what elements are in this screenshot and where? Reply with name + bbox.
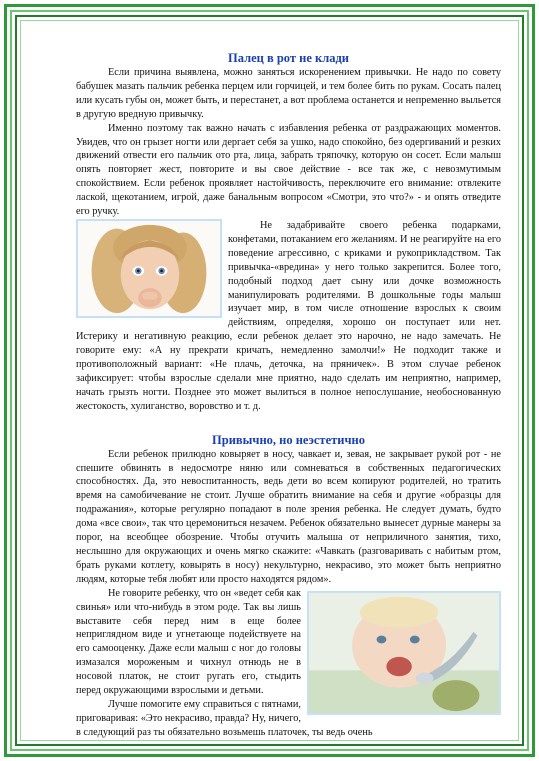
section-title-2: Привычно, но неэстетично: [212, 432, 365, 447]
girl-photo-illustration: [78, 221, 220, 316]
toddler-photo-illustration: [309, 593, 499, 713]
article: [76, 50, 501, 740]
photo-toddler-eating: [307, 591, 501, 715]
section-gap: [76, 414, 501, 432]
paragraph-3: Не задабривайте своего ребенка подарками, конфетами, потаканием его желаниям. И не реагируйте на его поведение агрессивно, с криками и рукоприкладством. Так привычка-«вредина» у него только закрепится. Более того, подобный подход дает сыну или дочке возможность манипулировать родителями. В дошкольные годы малыш изучает мир, в том числе отношение взрослых к своим действиям, определяя, хорошо он поступает или нет. Истерику и негативную реакцию, если ребенок делает это нарочно, не надо замечать. Не говорите ему: «А ну прекрати кричать, немедленно замолчи!» Не подходит также и противоположный вариант: «Не плачь, деточка, на пряничек». В этом случае ребенок зафиксирует: чтобы взрослые сделали мне приятно, надо сделать им неприятно, например, начать грызть ногти. Позднее это может вылиться в полное непослушание, необоснованную жестокость, хулиганство, воровство и т. д.: [76, 219, 501, 412]
paragraph-5: Не говорите ребенку, что он «ведет себя как свинья» или что-нибудь в этом роде. Так вы лишь выставите себя перед ним в еще более неприглядном виде и угнетающе подействуете на его самооценку. Даже если малыш с ног до головы измазался мороженым и чихнул отнюдь не в носовой платок, не стоит ругать его, стыдить перед окружающими взрослыми и детьми.: [76, 587, 301, 697]
section-title-1: Палец в рот не клади: [227, 51, 349, 65]
paragraph-2: Именно поэтому так важно начать с избавления ребенка от раздражающих моментов. Увидев, что он грызет ногти или дергает себя за ушко, надо спокойно, без одергиваний и резких движений отвести его пальчик ото рта, лица, забрать тряпочку, которую он сосет. Если малыш опять повторяет жест, повторите и вы свое действие - все так же, с невозмутимым спокойствием. Если ребенок проявляет настойчивость, переключите его внимание: отвлеките лаской, щекотанием, игрой, даже банальным вопросом «Смотри, это что?» - и опять отведите его ручку.: [76, 122, 501, 218]
paragraph-1: Если причина выявлена, можно заняться искоренением привычки. Не надо по совету бабушек мазать пальчик ребенка перцем или горчицей, и тем более бить по рукам. Сосать палец или кусать губы он, может быть, и перестанет, а вот проблема останется и непременно выльется в другую вредную привычку.: [76, 67, 501, 120]
paragraph-6: Лучше помогите ему справиться с пятнами, приговаривая: «Это некрасиво, правда? Ну, ничего, в следующий раз ты обязательно возьмешь платочек, ты ведь очень: [76, 698, 373, 738]
photo-girl-biting-fingers: [76, 219, 222, 318]
paragraph-4: Если ребенок прилюдно ковыряет в носу, чавкает и, зевая, не закрывает рукой рот - не спешите обвинять в недосмотре няню или сомневаться в собственных педагогических способностях. Да, это невоспитанность, ведь дети во всем копируют родителей, но тратить время на самобичевание не стоит. Лучше обратить внимание на себя и другие «образцы для подражания», которые регулярно попадают в поле зрения ребенка. Не следует думать, будто дома «все свои», так что церемониться незачем. Ребенок обязательно вынесет дурные манеры за порог, на всеобщее обозрение. Чтобы отучить малыша от неприличного занятия, тихо, неслышно для окружающих и очень мягко скажите: «Чавкать (разговаривать с набитым ртом, брать руками котлету, ковырять в носу) некультурно, некрасиво, это может быть неприятно людям, которые тебя любят или просто находятся рядом».: [76, 448, 501, 585]
